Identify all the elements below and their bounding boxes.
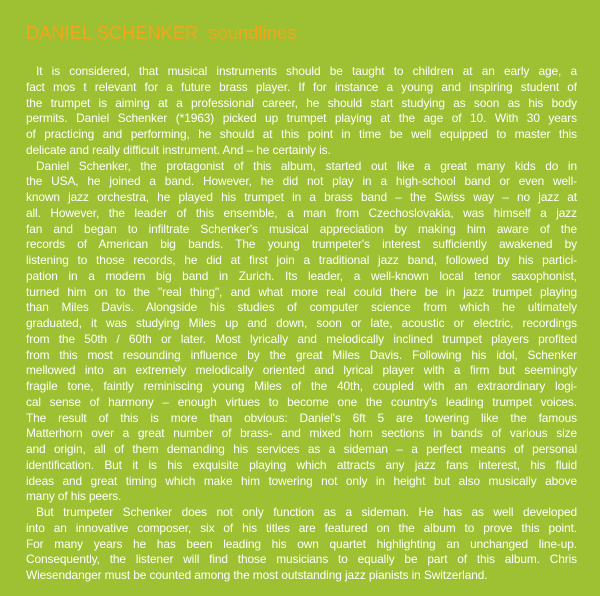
paragraph-line: But trumpeter Schenker does not only function as a sideman. He has as well developed [36,505,577,519]
paragraph-line: ideas and great timing which make him towering not only in height but also musically above [26,473,577,488]
paragraph-line: and origin, all of them demanding his services as a sideman – a perfect means of personal [26,442,577,456]
album-title: soundlines [208,23,297,43]
paragraph-line: delicate and really difficult instrument. And – he certainly is. [26,142,331,157]
paragraph-line: than Miles Davis. Alongside his studies of computer science from which he ultimately [26,300,577,315]
paragraph-line: cal sense of harmony – enough virtues to become one the country's leading trumpet voices. [26,394,577,409]
paragraph-line: of practicing and performing, he should at this point in time be well equipped to master this [26,127,577,141]
page-header [26,23,296,44]
liner-notes-body [26,64,577,584]
paragraph-line: It is considered, that musical instruments should be taught to children at an early age, a [36,64,577,78]
artist-name: DANIEL SCHENKER [26,23,199,43]
paragraph-line: identification. But it is his exquisite playing which attracts any jazz fans interest, his fluid [26,457,577,472]
paragraph-line: Consequently, the listener will find those musicians to equally be part of this album. Chris [26,552,577,567]
paragraph-line: the USA, he joined a band. However, he did not play in a high-school band or even well- [26,174,577,189]
paragraph-line: fragile tone, faintly reminiscing young Miles of the 40th, coupled with an extraordinary logi- [26,379,577,393]
paragraph-line: the trumpet is aiming at a professional career, he should start studying as soon as his body [26,95,577,110]
paragraph-line: pation in a modern big band in Zurich. Its leader, a well-known local tenor saxophonist, [26,268,577,283]
paragraph-line: all. However, the leader of this ensemble, a man from Czechoslovakia, was himself a jazz [26,205,577,220]
paragraph-line: from this most resounding influence by the great Miles Davis. Following his idol, Schenker [26,347,577,362]
paragraph-line: Wiesendanger must be counted among the most outstanding jazz pianists in Switzerland. [26,568,488,582]
paragraph-line: fan and began to infiltrate Schenker's musical appreciation by making him aware of the [26,221,577,236]
paragraph-line: permits. Daniel Schenker (*1963) picked up trumpet playing at the age of 10. With 30 years [26,111,577,126]
paragraph-line: records of American big bands. The young trumpeter's interest sufficiently awakened by [26,237,577,252]
paragraph-line: known jazz orchestra, he played his trumpet in a brass band – the Swiss way – no jazz at [26,190,577,204]
paragraph-line: into an innovative composer, six of his titles are featured on the album to prove this point. [26,520,577,535]
paragraph-line: turned him on to the "real thing", and what more real could there be in jazz trumpet playing [26,284,577,299]
paragraph-line: For many years he has been leading his own quartet highlighting an unchanged line-up. [26,536,577,551]
paragraph-line: mellowed into an extremely melodically oriented and lyrical player with a firm but seemingly [26,363,577,378]
paragraph-line: many of his peers. [26,489,122,504]
paragraph-line: The result of this is more than obvious: Daniel's 6ft 5 are towering like the famous [26,410,577,425]
paragraph-line: from the 50th / 60th or later. Most lyrically and melodically inclined trumpet players profited [26,331,577,346]
paragraph-line: Matterhorn over a great number of brass- and mixed horn sections in bands of various size [26,426,577,441]
paragraph-line: graduated, it was studying Miles up and down, soon or late, acoustic or electric, recordings [26,316,577,330]
paragraph-line: Daniel Schenker, the protagonist of this album, started out like a great many kids do in [36,158,577,173]
paragraph-line: listening to those records, he did at first join a traditional jazz band, followed by his partici- [26,253,577,267]
paragraph-line: fact mos t relevant for a future brass player. If for instance a young and inspiring student of [26,79,577,94]
